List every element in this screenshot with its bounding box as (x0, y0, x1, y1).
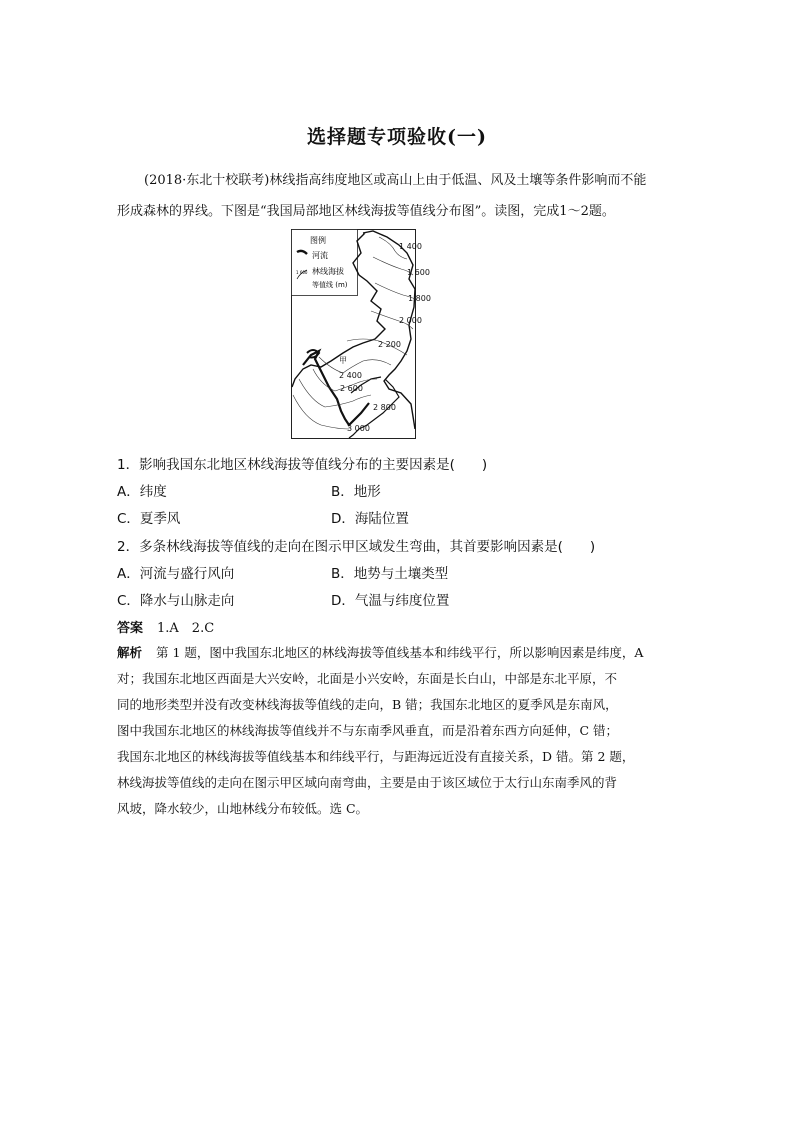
isoline-label-1400: 1 400 (399, 242, 422, 251)
isoline-label-2400: 2 400 (339, 371, 362, 380)
question-2-option-d: D．气温与纬度位置 (331, 593, 450, 609)
answer-line (117, 617, 214, 636)
question-1-option-c: C．夏季风 (117, 511, 181, 527)
explanation-line-1 (117, 643, 705, 661)
answer-text: 1.A 2.C (157, 621, 215, 636)
legend-sample-value: 1 600 (296, 270, 308, 275)
explanation-line-3: 同的地形类型并没有改变林线海拔等值线的走向，B 错；我国东北地区的夏季风是东南风， (117, 697, 618, 712)
question-2-option-b: B．地势与土壤类型 (331, 566, 449, 582)
explanation-line-4: 图中我国东北地区的林线海拔等值线并不与东南季风垂直，而是沿着东西方向延伸，C 错； (117, 723, 619, 738)
answer-label: 答案 (117, 621, 144, 636)
explanation-label: 解析 (117, 645, 143, 660)
isoline-label-3000: 3 000 (347, 424, 370, 433)
legend-river-label: 河流 (312, 251, 328, 260)
isoline-label-1800: 1 800 (408, 294, 431, 303)
explanation-line-2: 对；我国东北地区西面是大兴安岭，北面是小兴安岭，东面是长白山，中部是东北平原，不 (117, 671, 618, 686)
intro-line-1: (2018·东北十校联考)林线指高纬度地区或高山上由于低温、风及土壤等条件影响而不能 (144, 173, 647, 188)
intro-line-2: 形成森林的界线。下图是“我国局部地区林线海拔等值线分布图”。读图，完成1～2题。 (117, 204, 615, 219)
legend-isoline-label-1: 林线海拔 (312, 267, 344, 276)
explanation-line-5: 我国东北地区的林线海拔等值线基本和纬线平行，与距海远近没有直接关系，D 错。第 2 题， (117, 749, 635, 764)
legend-isoline-label-2: 等值线 (m) (312, 281, 348, 289)
explanation-line-7: 风坡，降水较少，山地林线分布较低。选 C。 (117, 801, 369, 816)
explanation-text-1: 第 1 题，图中我国东北地区的林线海拔等值线基本和纬线平行，所以影响因素是纬度，A (156, 645, 644, 660)
question-2-option-a: A．河流与盛行风向 (117, 566, 235, 582)
question-2-option-c: C．降水与山脉走向 (117, 593, 235, 609)
page-title: 选择题专项验收(一) (307, 126, 487, 148)
isoline-label-1600: 1 600 (407, 268, 430, 277)
isoline-label-2600: 2 600 (340, 384, 363, 393)
question-1-stem: 1．影响我国东北地区林线海拔等值线分布的主要因素是( ) (117, 457, 488, 473)
question-1-option-a: A．纬度 (117, 484, 167, 500)
isoline-label-2000: 2 000 (399, 316, 422, 325)
legend-title: 图例 (310, 236, 326, 245)
question-2-stem: 2．多条林线海拔等值线的走向在图示甲区域发生弯曲，其首要影响因素是( ) (117, 539, 596, 555)
question-1-option-b: B．地形 (331, 484, 381, 500)
region-label-jia: 甲 (339, 356, 347, 365)
isoline-label-2200: 2 200 (378, 340, 401, 349)
treeline-isoline-map (291, 229, 431, 439)
question-1-option-d: D．海陆位置 (331, 511, 409, 527)
isoline-label-2800: 2 800 (373, 403, 396, 412)
explanation-line-6: 林线海拔等值线的走向在图示甲区域向南弯曲，主要是由于该区域位于太行山东南季风的背 (117, 775, 618, 790)
